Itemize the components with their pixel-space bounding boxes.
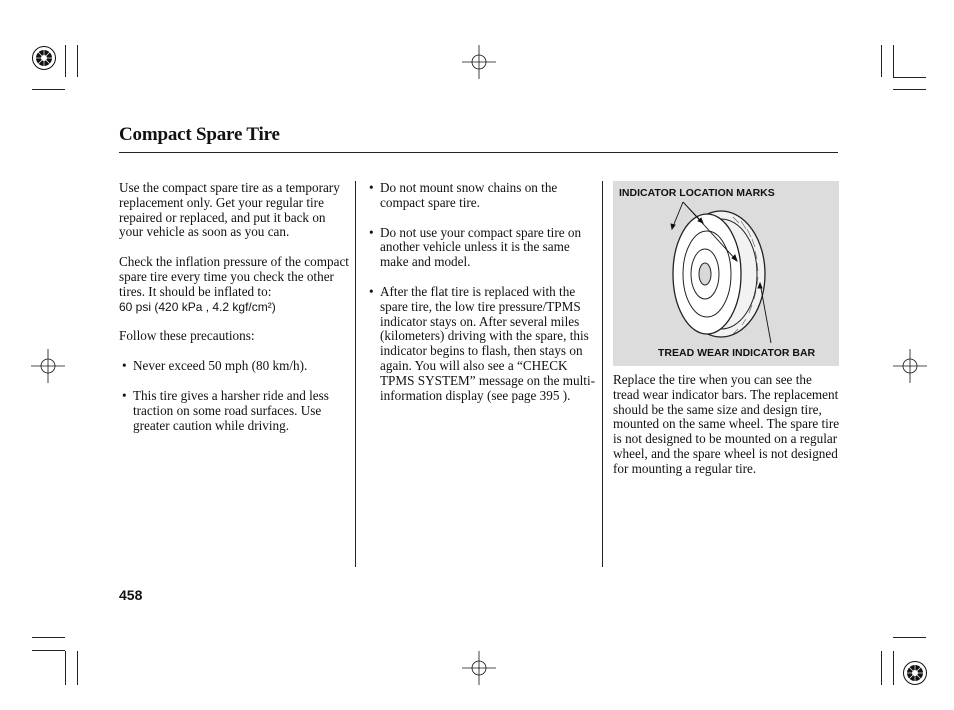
registration-rosette-icon (31, 45, 57, 71)
page-number: 458 (119, 587, 143, 603)
list-item: • After the flat tire is replaced with the spare tire, the low tire pressure/TPMS indicator stays on. After several miles (kilometers) driving with the spare, this indicator begins to flash, then stays on again. You will also see a “CHECK TPMS SYSTEM” message on the multi-information display (see page 395 ). (369, 283, 596, 403)
page-title: Compact Spare Tire (119, 124, 280, 145)
column-divider (355, 181, 356, 567)
intro-paragraph: Use the compact spare tire as a temporary replacement only. Get your regular tire repaired or replaced, and put it back on your vehicle as soon as you can. (119, 180, 340, 240)
registration-crosshair-icon (893, 349, 927, 383)
list-item: • Do not use your compact spare tire on another vehicle unless it is the same make and model. (369, 224, 582, 270)
bullet-icon: • (122, 387, 127, 403)
tread-wear-label: TREAD WEAR INDICATOR BAR (658, 347, 816, 359)
title-rule (119, 152, 838, 153)
bullet-icon: • (369, 283, 374, 299)
column-1 (119, 181, 351, 433)
inflation-paragraph: Check the inflation pressure of the compact spare tire every time you check the other tires. It should be inflated to: (119, 254, 349, 299)
tire-figure (613, 181, 839, 366)
registration-crosshair-icon (462, 45, 496, 79)
replacement-paragraph: Replace the tire when you can see the tread wear indicator bars. The replacement should be the same size and design tire, mounted on the same wheel. The spare tire is not designed to be mounted on a regular wheel, and the spare wheel is not designed for mounting a regular tire. (613, 372, 840, 476)
column-2 (366, 181, 596, 403)
indicator-location-label: INDICATOR LOCATION MARKS (619, 187, 775, 199)
registration-rosette-icon (902, 660, 928, 686)
column-divider (602, 181, 603, 567)
inflation-pressure: 60 psi (420 kPa , 4.2 kgf/cm²) (119, 299, 276, 314)
bullet-icon: • (369, 180, 374, 195)
precautions-heading: Follow these precautions: (119, 328, 255, 344)
bullet-icon: • (369, 224, 374, 240)
column-3 (613, 373, 841, 477)
list-item: • This tire gives a harsher ride and less traction on some road surfaces. Use greater caution while driving. (122, 387, 329, 433)
list-item: • Never exceed 50 mph (80 km/h). (122, 358, 308, 374)
registration-crosshair-icon (31, 349, 65, 383)
bullet-icon: • (122, 358, 127, 374)
spare-tire-illustration (663, 199, 783, 349)
list-item: • Do not mount snow chains on the compact spare tire. (369, 180, 558, 210)
registration-crosshair-icon (462, 651, 496, 685)
